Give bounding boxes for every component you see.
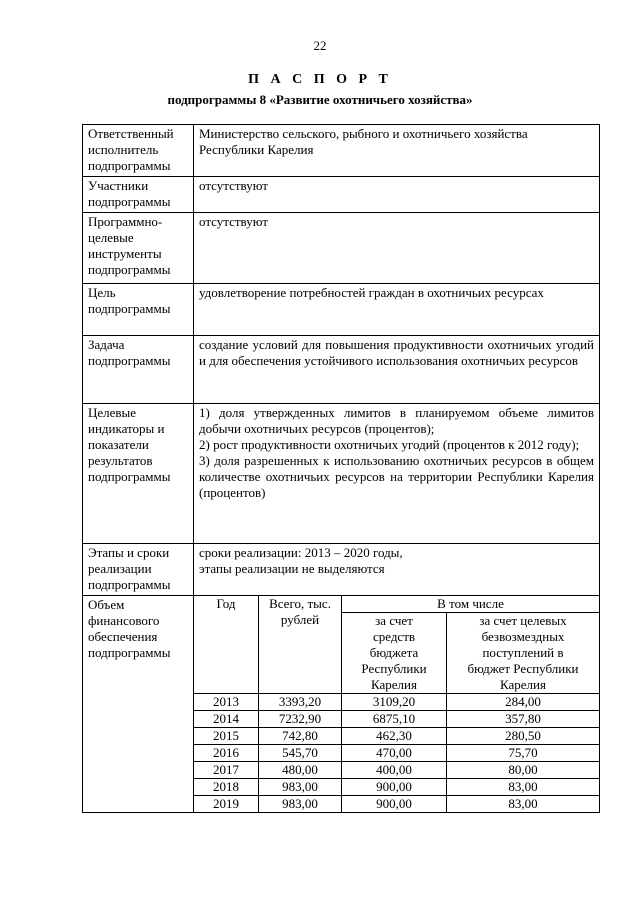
row-value: отсутствуют xyxy=(194,213,600,284)
cell-grants: 80,00 xyxy=(447,762,600,779)
cell-grants: 284,00 xyxy=(447,694,600,711)
header-grants: за счет целевых безвозмездных поступлений в бюджет Республики Карелия xyxy=(447,613,600,694)
cell-total: 7232,90 xyxy=(259,711,342,728)
cell-year: 2018 xyxy=(194,779,259,796)
page-number: 22 xyxy=(313,38,327,53)
row-participants xyxy=(83,177,600,213)
table-row xyxy=(194,779,599,796)
table-row xyxy=(194,694,599,711)
cell-budget: 462,30 xyxy=(342,728,447,745)
table-row xyxy=(194,711,599,728)
cell-grants: 280,50 xyxy=(447,728,600,745)
document-title: П А С П О Р Т xyxy=(248,72,392,87)
cell-total: 983,00 xyxy=(259,779,342,796)
row-responsible xyxy=(83,125,600,177)
row-label: Программно- целевые инструменты подпрограммы xyxy=(83,213,194,284)
cell-budget: 3109,20 xyxy=(342,694,447,711)
header-including: В том числе xyxy=(342,596,600,613)
header-total: Всего, тыс. рублей xyxy=(259,596,342,694)
row-goal xyxy=(83,284,600,336)
row-label: Ответственный исполнитель подпрограммы xyxy=(83,125,194,177)
row-finance xyxy=(83,596,600,813)
row-value: сроки реализации: 2013 – 2020 годы, этапы реализации не выделяются xyxy=(194,544,600,596)
cell-budget: 470,00 xyxy=(342,745,447,762)
cell-year: 2017 xyxy=(194,762,259,779)
row-instruments xyxy=(83,213,600,284)
cell-budget: 6875,10 xyxy=(342,711,447,728)
table-row xyxy=(194,796,599,813)
table-row xyxy=(194,762,599,779)
cell-year: 2014 xyxy=(194,711,259,728)
cell-budget: 400,00 xyxy=(342,762,447,779)
table-row xyxy=(194,745,599,762)
row-stages xyxy=(83,544,600,596)
cell-total: 480,00 xyxy=(259,762,342,779)
finance-header-row xyxy=(194,596,599,613)
cell-grants: 357,80 xyxy=(447,711,600,728)
cell-grants: 83,00 xyxy=(447,796,600,813)
document-subtitle: подпрограммы 8 «Развитие охотничьего хозяйства» xyxy=(167,92,473,107)
cell-budget: 900,00 xyxy=(342,779,447,796)
finance-cell xyxy=(194,596,600,813)
cell-year: 2019 xyxy=(194,796,259,813)
cell-total: 545,70 xyxy=(259,745,342,762)
row-label: Целевые индикаторы и показатели результатов подпрограммы xyxy=(83,404,194,544)
row-label: Цель подпрограммы xyxy=(83,284,194,336)
row-value: 1) доля утвержденных лимитов в планируемом объеме лимитов добычи охотничьих ресурсов (процентов); 2) рост продуктивности охотничьих угодий (процентов к 2012 году); 3) доля разрешенных к использованию охотничьих ресурсов в общем количестве охотничьих ресурсов на территории Республики Карелия (процентов) xyxy=(194,404,600,544)
cell-grants: 75,70 xyxy=(447,745,600,762)
cell-total: 742,80 xyxy=(259,728,342,745)
table-row xyxy=(194,728,599,745)
cell-year: 2013 xyxy=(194,694,259,711)
cell-budget: 900,00 xyxy=(342,796,447,813)
row-task xyxy=(83,336,600,404)
passport-table xyxy=(82,124,600,813)
cell-total: 983,00 xyxy=(259,796,342,813)
cell-grants: 83,00 xyxy=(447,779,600,796)
row-label: Объем финансового обеспечения подпрограммы xyxy=(83,596,194,813)
header-year: Год xyxy=(194,596,259,694)
header-budget: за счет средств бюджета Республики Карелия xyxy=(342,613,447,694)
finance-table xyxy=(194,596,599,812)
row-value: создание условий для повышения продуктивности охотничьих угодий и для обеспечения устойчивого использования охотничьих ресурсов xyxy=(194,336,600,404)
cell-year: 2016 xyxy=(194,745,259,762)
row-label: Этапы и сроки реализации подпрограммы xyxy=(83,544,194,596)
row-value: удовлетворение потребностей граждан в охотничьих ресурсах xyxy=(194,284,600,336)
row-value: отсутствуют xyxy=(194,177,600,213)
row-label: Задача подпрограммы xyxy=(83,336,194,404)
row-indicators xyxy=(83,404,600,544)
cell-total: 3393,20 xyxy=(259,694,342,711)
cell-year: 2015 xyxy=(194,728,259,745)
row-label: Участники подпрограммы xyxy=(83,177,194,213)
row-value: Министерство сельского, рыбного и охотничьего хозяйства Республики Карелия xyxy=(194,125,600,177)
